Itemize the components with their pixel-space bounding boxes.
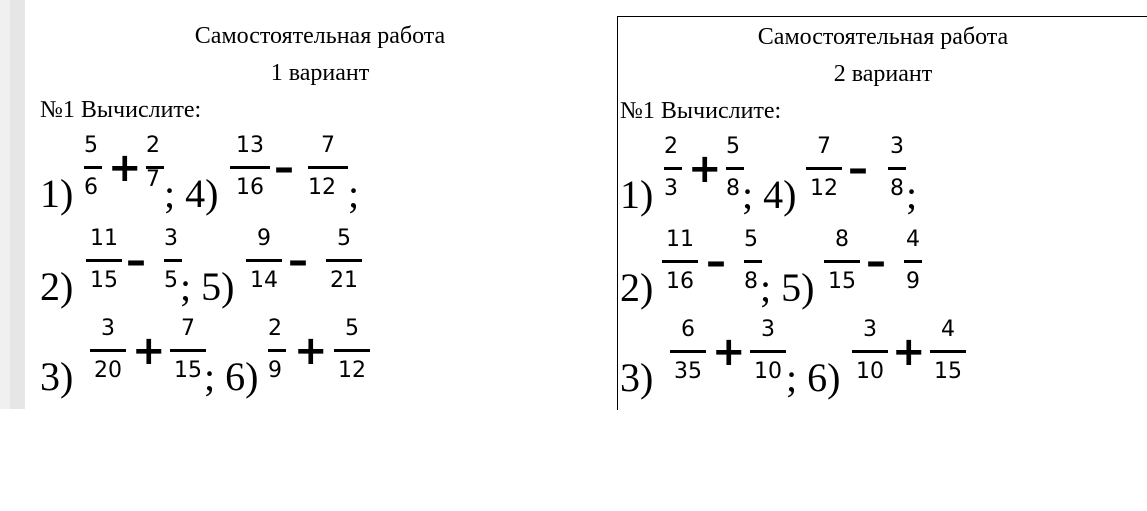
fraction-denominator: 9 bbox=[906, 269, 920, 294]
variant-1-exercise-row bbox=[40, 317, 600, 397]
fraction-numerator: 4 bbox=[941, 317, 955, 342]
exercise-label-1: 1) bbox=[620, 172, 654, 217]
variant-2-subtitle: 2 вариант bbox=[833, 61, 933, 87]
fraction-denominator: 5 bbox=[164, 268, 178, 293]
fraction-numerator: 3 bbox=[890, 134, 904, 159]
fraction-bar bbox=[806, 167, 842, 170]
fraction-bar bbox=[904, 260, 922, 263]
fraction-denominator: 14 bbox=[250, 268, 278, 293]
fraction-bar bbox=[664, 167, 682, 170]
separator: ; 4) bbox=[742, 172, 797, 217]
variant-1-panel bbox=[25, 0, 615, 409]
variant-1-task: №1 Вычислите: bbox=[40, 97, 202, 123]
fraction bbox=[852, 318, 888, 394]
operator: + bbox=[108, 145, 142, 191]
fraction bbox=[230, 134, 270, 210]
fraction-denominator: 8 bbox=[744, 269, 758, 294]
fraction-numerator: 3 bbox=[863, 317, 877, 342]
fraction bbox=[806, 135, 842, 211]
fraction-bar bbox=[84, 166, 102, 169]
page-gutter-shade bbox=[10, 0, 25, 409]
fraction-numerator: 3 bbox=[101, 316, 115, 341]
variant-2-exercise-row bbox=[620, 318, 1140, 398]
exercise-label-2: 2) bbox=[620, 265, 654, 310]
fraction-denominator: 35 bbox=[674, 359, 702, 384]
fraction bbox=[662, 228, 698, 304]
separator: ; bbox=[348, 171, 360, 216]
fraction-bar bbox=[670, 350, 706, 353]
operator: + bbox=[892, 329, 926, 375]
operator: – bbox=[288, 238, 308, 284]
fraction-numerator: 4 bbox=[906, 227, 920, 252]
fraction-bar bbox=[852, 350, 888, 353]
variant-2-panel bbox=[617, 16, 1147, 410]
fraction-denominator: 8 bbox=[890, 176, 904, 201]
variant-2-title: Самостоятельная работа bbox=[757, 24, 1009, 50]
fraction-numerator: 7 bbox=[321, 133, 335, 158]
fraction-denominator: 21 bbox=[330, 268, 358, 293]
fraction-numerator: 2 bbox=[146, 133, 160, 158]
separator: ; bbox=[906, 172, 918, 217]
fraction bbox=[86, 227, 122, 303]
fraction-bar bbox=[824, 260, 860, 263]
fraction-denominator: 12 bbox=[308, 175, 336, 200]
fraction-denominator-7: 7 bbox=[146, 167, 160, 192]
fraction-bar bbox=[930, 350, 966, 353]
variant-2-exercise-row bbox=[620, 228, 1140, 308]
operator: + bbox=[294, 328, 328, 374]
fraction-bar bbox=[86, 259, 122, 262]
fraction-bar bbox=[662, 260, 698, 263]
fraction bbox=[326, 227, 362, 303]
operator: – bbox=[274, 145, 294, 191]
fraction bbox=[904, 228, 922, 304]
fraction bbox=[268, 317, 286, 393]
separator: ; 6) bbox=[786, 355, 841, 400]
fraction bbox=[90, 317, 126, 393]
fraction-denominator: 15 bbox=[90, 268, 118, 293]
fraction-denominator: 15 bbox=[174, 358, 202, 383]
fraction-numerator: 5 bbox=[84, 133, 98, 158]
fraction-denominator: 15 bbox=[934, 359, 962, 384]
fraction-denominator: 10 bbox=[754, 359, 782, 384]
fraction-numerator: 7 bbox=[181, 316, 195, 341]
fraction-numerator: 5 bbox=[337, 226, 351, 251]
fraction-numerator: 3 bbox=[164, 226, 178, 251]
operator: – bbox=[866, 239, 886, 285]
fraction-numerator: 6 bbox=[681, 317, 695, 342]
fraction-numerator: 5 bbox=[726, 134, 740, 159]
fraction-numerator: 8 bbox=[835, 227, 849, 252]
fraction-numerator: 3 bbox=[761, 317, 775, 342]
fraction bbox=[246, 227, 282, 303]
fraction-bar bbox=[246, 259, 282, 262]
operator: – bbox=[848, 146, 868, 192]
fraction-bar bbox=[726, 167, 744, 170]
fraction-numerator: 9 bbox=[257, 226, 271, 251]
fraction-denominator: 3 bbox=[664, 176, 678, 201]
fraction bbox=[670, 318, 706, 394]
separator: ; 5) bbox=[760, 265, 815, 310]
fraction-denominator: 8 bbox=[726, 176, 740, 201]
fraction-numerator: 11 bbox=[666, 227, 694, 252]
exercise-label-2: 2) bbox=[40, 264, 74, 309]
variant-1-exercise-row bbox=[40, 134, 600, 214]
operator: + bbox=[132, 328, 166, 374]
fraction-bar bbox=[230, 166, 270, 169]
fraction bbox=[664, 135, 682, 211]
fraction bbox=[308, 134, 348, 210]
fraction-denominator: 20 bbox=[94, 358, 122, 383]
variant-1-subtitle: 1 вариант bbox=[270, 60, 370, 86]
fraction-denominator: 16 bbox=[666, 269, 694, 294]
fraction bbox=[334, 317, 370, 393]
fraction-bar bbox=[326, 259, 362, 262]
fraction-bar bbox=[308, 166, 348, 169]
fraction-numerator: 2 bbox=[268, 316, 282, 341]
variant-2-exercise-row bbox=[620, 135, 1140, 215]
operator: + bbox=[688, 146, 722, 192]
page-gutter bbox=[0, 0, 25, 409]
fraction-denominator: 12 bbox=[810, 176, 838, 201]
exercise-label-3: 3) bbox=[40, 354, 74, 399]
fraction-denominator: 10 bbox=[856, 359, 884, 384]
fraction-bar bbox=[334, 349, 370, 352]
fraction-numerator: 7 bbox=[817, 134, 831, 159]
operator: – bbox=[706, 239, 726, 285]
fraction-bar bbox=[170, 349, 206, 352]
fraction-bar bbox=[744, 260, 762, 263]
separator: ; 5) bbox=[180, 264, 235, 309]
fraction bbox=[824, 228, 860, 304]
operator: + bbox=[712, 329, 746, 375]
exercise-label-1: 1) bbox=[40, 171, 74, 216]
fraction bbox=[930, 318, 966, 394]
fraction bbox=[750, 318, 786, 394]
fraction-bar bbox=[90, 349, 126, 352]
fraction-numerator: 5 bbox=[345, 316, 359, 341]
fraction bbox=[170, 317, 206, 393]
operator: – bbox=[126, 238, 146, 284]
fraction-numerator: 11 bbox=[90, 226, 118, 251]
fraction-bar bbox=[888, 167, 906, 170]
fraction-denominator: 16 bbox=[236, 175, 264, 200]
variant-1-title: Самостоятельная работа bbox=[194, 23, 446, 49]
fraction-numerator: 5 bbox=[744, 227, 758, 252]
fraction-denominator: 9 bbox=[268, 358, 282, 383]
separator: ; 6) bbox=[204, 354, 259, 399]
variant-2-task: №1 Вычислите: bbox=[620, 98, 782, 124]
fraction-bar bbox=[750, 350, 786, 353]
fraction-numerator: 2 bbox=[664, 134, 678, 159]
fraction-numerator: 13 bbox=[236, 133, 264, 158]
fraction-denominator: 6 bbox=[84, 175, 98, 200]
fraction-denominator: 15 bbox=[828, 269, 856, 294]
fraction-bar bbox=[268, 349, 286, 352]
fraction bbox=[888, 135, 906, 211]
separator: ; 4) bbox=[164, 171, 219, 216]
fraction-bar bbox=[164, 259, 182, 262]
variant-1-exercise-row bbox=[40, 227, 600, 307]
fraction-denominator: 12 bbox=[338, 358, 366, 383]
exercise-label-3: 3) bbox=[620, 355, 654, 400]
